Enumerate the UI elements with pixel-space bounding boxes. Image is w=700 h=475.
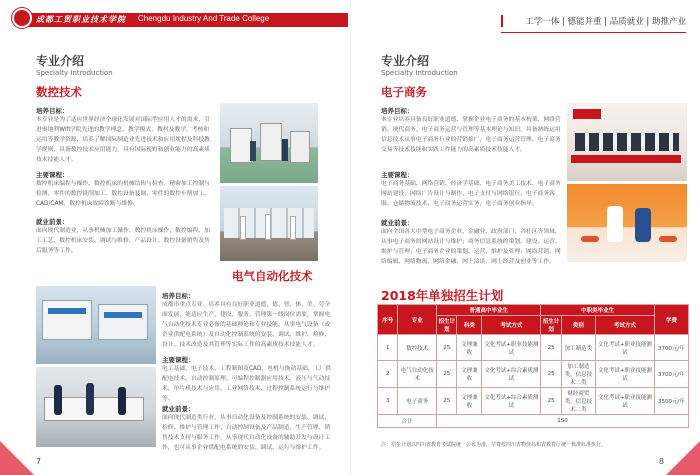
- ecom-lab-photo-1: [567, 103, 687, 181]
- table-cell: 3500元/年: [654, 388, 688, 415]
- major-title-ecommerce: 电子商务: [381, 85, 427, 99]
- table-cell: 3700元/年: [654, 335, 688, 361]
- table-cell: 加工制造类: [561, 335, 595, 361]
- cnc-courses-label: 主要课程：: [36, 171, 69, 179]
- major-title-automation: 电气自动化技术: [232, 269, 313, 283]
- automation-lab-photo-2: [36, 367, 156, 447]
- table-cell: 25: [437, 388, 457, 415]
- table-header: 中职类毕业生: [541, 305, 654, 316]
- footnote: 注：招生计划以四川省教育考试院统一公布为准，学费按四川省物价局和省教育厅统一核准标准执行。: [381, 442, 607, 448]
- table-cell: 25: [437, 335, 457, 361]
- college-name-en: Chengdu Industry And Trade College: [138, 14, 270, 23]
- table-cell: 加工制造类，信息技术二类: [561, 361, 595, 388]
- table-cell: 3: [378, 388, 398, 415]
- table-cell: 文化考试+职业技能测试: [482, 335, 541, 361]
- table-header: 序号: [378, 305, 398, 335]
- table-cell: 25: [541, 388, 561, 415]
- table-row: [378, 335, 689, 361]
- table-cell: 文理兼收: [457, 388, 482, 415]
- table-subheader: 科类: [457, 316, 482, 335]
- cnc-courses-text: 数控机床编程与操作、数控机床的机械结构与检查、精密加工控制与检测、零件的数控铣削加工、数控设备装调、零件的数控车削加工、CAD/CAM、数控机床故障诊断与维修。: [36, 181, 210, 207]
- table-row: [378, 361, 689, 388]
- auto-jobs-label: 就业前景：: [162, 405, 195, 413]
- table-cell: 文化考试+综合素质测试: [482, 388, 541, 415]
- cnc-goal-text: 本专业是为了适应世界经济全球化发展对国际型应用人才的需求，引进奥地利Wifi学院先进的教学理念，教学模式，教材及教学，考核和运用等教学资源，培养了解国际制造业先进技术和应用规程及科技教学规则、具备数控技术应用能力，具有国际视野和创业能力的高素质技术技能人才。: [36, 117, 210, 163]
- table-subheader: 类别: [561, 316, 595, 335]
- major-title-cnc: 数控技术: [36, 85, 82, 99]
- auto-jobs-text: 面向现代制造类行业，从事自动化设备及控制系统的安装、调试、检修、维护与管理工作、自动控制设备及产品制造、生产管理、销售技术支持与服务工作，从事现代自动化设备的辅助开发与设计工作，也可从事企业供配电系统的安装、调试、运行与维护工作。: [162, 415, 331, 451]
- table-header: 普通高中毕业生: [437, 305, 541, 316]
- right-page: [350, 0, 700, 475]
- auto-goal-text: 成都市重点专业。培养具有良好职业道德、德、智、体、美、劳全面发展，能适应生产、建设、服务、管理第一线岗位需要，掌握电气自动化技术专业必备的基础理论和专业技能，从事电气设备（或企业供配电系统）及自动化控制系统的安装、调试、维护、检修、设计、技术改造及其管理等实际工作的高素质技术技能人才。: [162, 302, 331, 348]
- section-title: 专业介绍: [381, 54, 430, 68]
- table-cell: 25: [541, 361, 561, 388]
- ecom-jobs-text: 面向全国各大中型电子商务企业、金融业、政府部门、各社区等领域，从事电子商务的网站设计与维护；商务信息系统的策划、建设、运营、维护与管理；电子商务企业的策划、运营、维护及管理；网络营销、网络编辑、网络物流、网络金融、网上洽谈、网上经营及创业等工作。: [381, 229, 561, 265]
- admission-plan-table: [377, 304, 689, 428]
- table-subheader: 考试方式: [482, 316, 541, 335]
- cnc-lab-photo-1: [220, 103, 318, 183]
- corner-decoration: [666, 441, 700, 475]
- table-total-value: 150: [437, 415, 689, 428]
- ecom-goal-text: 本专业培养具备良好职业道德、掌握企业电子商务的基本构架、网络营销、现代商务、电子商务运营与管理等基本理论与知识，具备熟练运用信息技术从事电子商务行业的营销推广、电子商务运营管理、电子商务交易等技术技能和实践工作能力的高素质技术技能人才。: [381, 117, 561, 153]
- table-row: [378, 388, 689, 415]
- table-subheader: 招生计划: [541, 316, 561, 335]
- table-cell: 文理兼收: [457, 361, 482, 388]
- table-cell: 1: [378, 335, 398, 361]
- table-cell: 25: [541, 335, 561, 361]
- ecom-courses-text: 电子商务基础、网络营销、经济学基础、电子商务美工技术、电子商务网站建设、网络广告设计与制作、电子支付与网络银行、电子商务客服、仓储物流技术、电子商务运营实务、电子商务创业指导。: [381, 181, 561, 207]
- auto-courses-label: 主要课程：: [162, 356, 195, 364]
- table-cell: 3700元/年: [654, 361, 688, 388]
- table-cell: 2: [378, 361, 398, 388]
- cnc-lab-photo-2: [220, 186, 318, 261]
- slogan-marker: [501, 15, 503, 27]
- table-cell: 电子商务: [398, 388, 437, 415]
- header-rule: [501, 32, 686, 33]
- cnc-jobs-text: 面向现代制造业，从事机械加工操作、数控机床操作、数控编程、加工工艺、数控机床安装、调试与维修、产品设计、数控设备销售及售后服务等工作。: [36, 228, 210, 254]
- slogan: 工学一体 | 德能并重 | 品质就业 | 助推产业: [525, 17, 686, 27]
- table-subheader: 招生计划: [437, 316, 457, 335]
- table-total-row: [378, 415, 689, 428]
- table-cell: 文化考试+职业技能测试: [595, 388, 654, 415]
- page-number: 7: [36, 457, 42, 466]
- table-header: 专业: [398, 305, 437, 335]
- table-cell: 文化考试+综合素质测试: [482, 361, 541, 388]
- auto-courses-text: 电工基础、电子技术、工程制图及CAD、电机与拖动基础、工厂供配电技术、自动控制原理、可编程控制器应用技术、液压与气动技术、单片机技术与应用、工业网络技术、过程控制系统运行与维护等。: [162, 366, 331, 402]
- section-subtitle: Specialty Introduction: [36, 69, 113, 77]
- section-title: 专业介绍: [36, 54, 85, 68]
- college-logo: [12, 8, 32, 28]
- cnc-goal-label: 培养目标：: [36, 107, 69, 115]
- college-name-cn: 成都工贸职业技术学院: [36, 14, 126, 24]
- ecom-lab-photo-2: [567, 184, 687, 262]
- table-cell: 文化考试+职业技能测试: [595, 361, 654, 388]
- page-number: 8: [658, 457, 664, 466]
- table-cell: 电气自动化技术: [398, 361, 437, 388]
- automation-lab-photo-1: [36, 286, 156, 364]
- table-total-label: 合计: [378, 415, 437, 428]
- ecom-courses-label: 主要课程：: [381, 171, 414, 179]
- table-header: 学费: [654, 305, 688, 335]
- table-cell: 数控技术: [398, 335, 437, 361]
- table-cell: 25: [437, 361, 457, 388]
- admission-plan-title: 2018年单独招生计划: [381, 288, 504, 303]
- section-subtitle: Specialty Introduction: [381, 69, 458, 77]
- ecom-jobs-label: 就业前景：: [381, 219, 414, 227]
- auto-goal-label: 培养目标：: [162, 292, 195, 300]
- table-cell: 财经商贸类，信息技术二类: [561, 388, 595, 415]
- corner-decoration: [0, 441, 34, 475]
- table-cell: 文化考试+职业技能测试: [595, 335, 654, 361]
- ecom-goal-label: 培养目标：: [381, 107, 414, 115]
- table-cell: 文理兼收: [457, 335, 482, 361]
- cnc-jobs-label: 就业前景：: [36, 218, 69, 226]
- table-subheader: 考试方式: [595, 316, 654, 335]
